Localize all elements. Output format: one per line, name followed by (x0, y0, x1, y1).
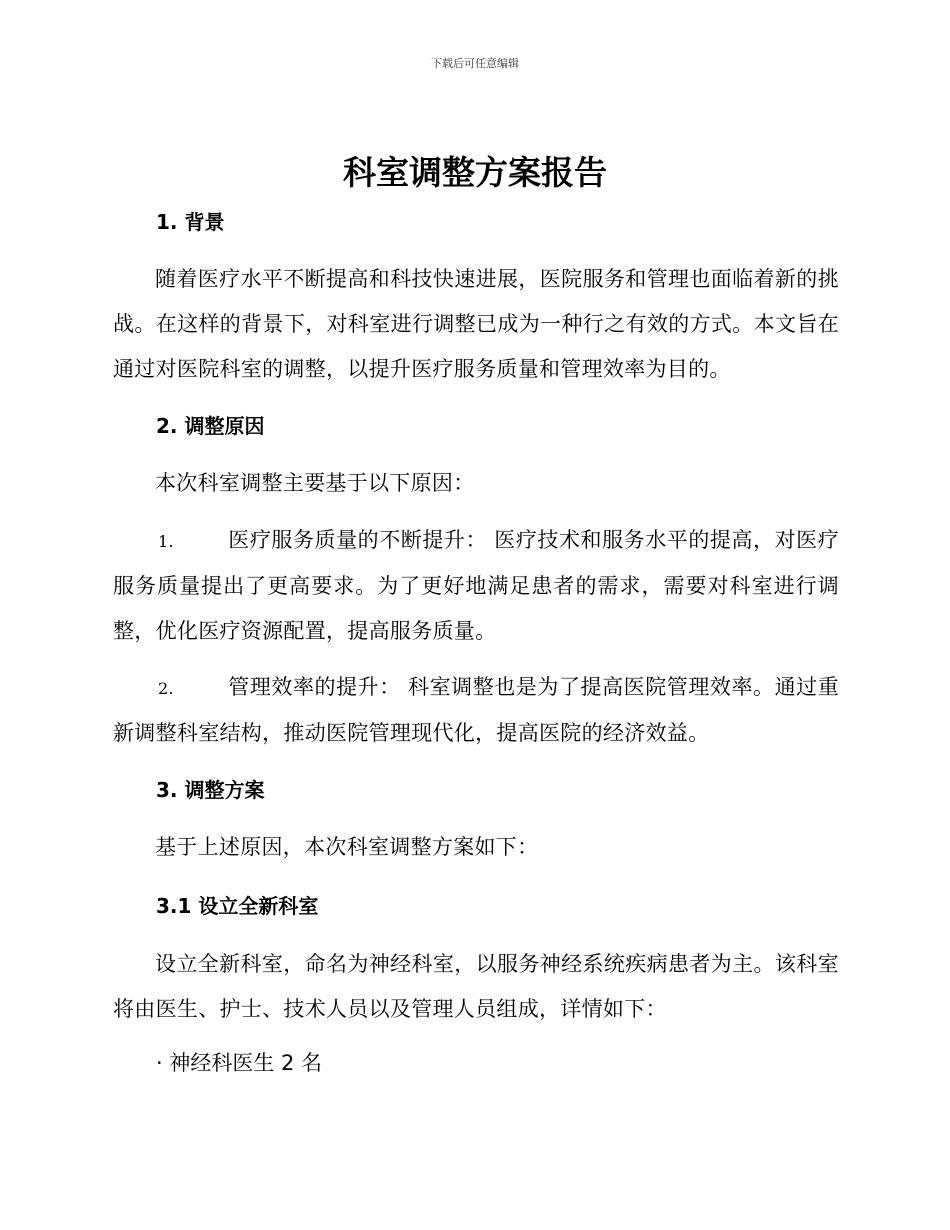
section-heading-background: 1. 背景 (156, 210, 225, 234)
reasons-intro: 本次科室调整主要基于以下原因： (155, 471, 475, 495)
page-header: 下载后可任意编辑 (431, 57, 519, 70)
list-number: 2. (158, 679, 174, 698)
section-heading-plan: 3. 调整方案 (156, 778, 265, 802)
reason-text: 医疗服务质量的不断提升： 医疗技术和服务水平的提高，对医疗服务质量提出了更高要求。为了更好地满足患者的需求，需要对科室进行调整，优化医疗资源配置，提高服务质量。 (113, 528, 839, 643)
list-number: 1. (158, 532, 174, 551)
background-paragraph: 随着医疗水平不断提高和科技快速进展，医院服务和管理也面临着新的挑战。在这样的背景下，对科室进行调整已成为一种行之有效的方式。本文旨在通过对医院科室的调整，以提升医疗服务质量和管理效率为目的。 (113, 267, 839, 381)
plan-intro: 基于上述原因，本次科室调整方案如下： (155, 835, 539, 859)
section-heading-reasons: 2. 调整原因 (156, 414, 265, 438)
bullet-item: · 神经科医生 2 名 (156, 1051, 323, 1075)
reason-item-2 (113, 665, 839, 756)
reason-text: 管理效率的提升： 科室调整也是为了提高医院管理效率。通过重新调整科室结构，推动医院管理现代化，提高医院的经济效益。 (113, 675, 839, 745)
subsection-heading-new-department: 3.1 设立全新科室 (156, 894, 319, 918)
reason-item-1 (113, 518, 839, 654)
new-department-paragraph: 设立全新科室，命名为神经科室，以服务神经系统疾病患者为主。该科室将由医生、护士、技术人员以及管理人员组成，详情如下： (113, 952, 839, 1021)
document-title: 科室调整方案报告 (343, 153, 607, 192)
